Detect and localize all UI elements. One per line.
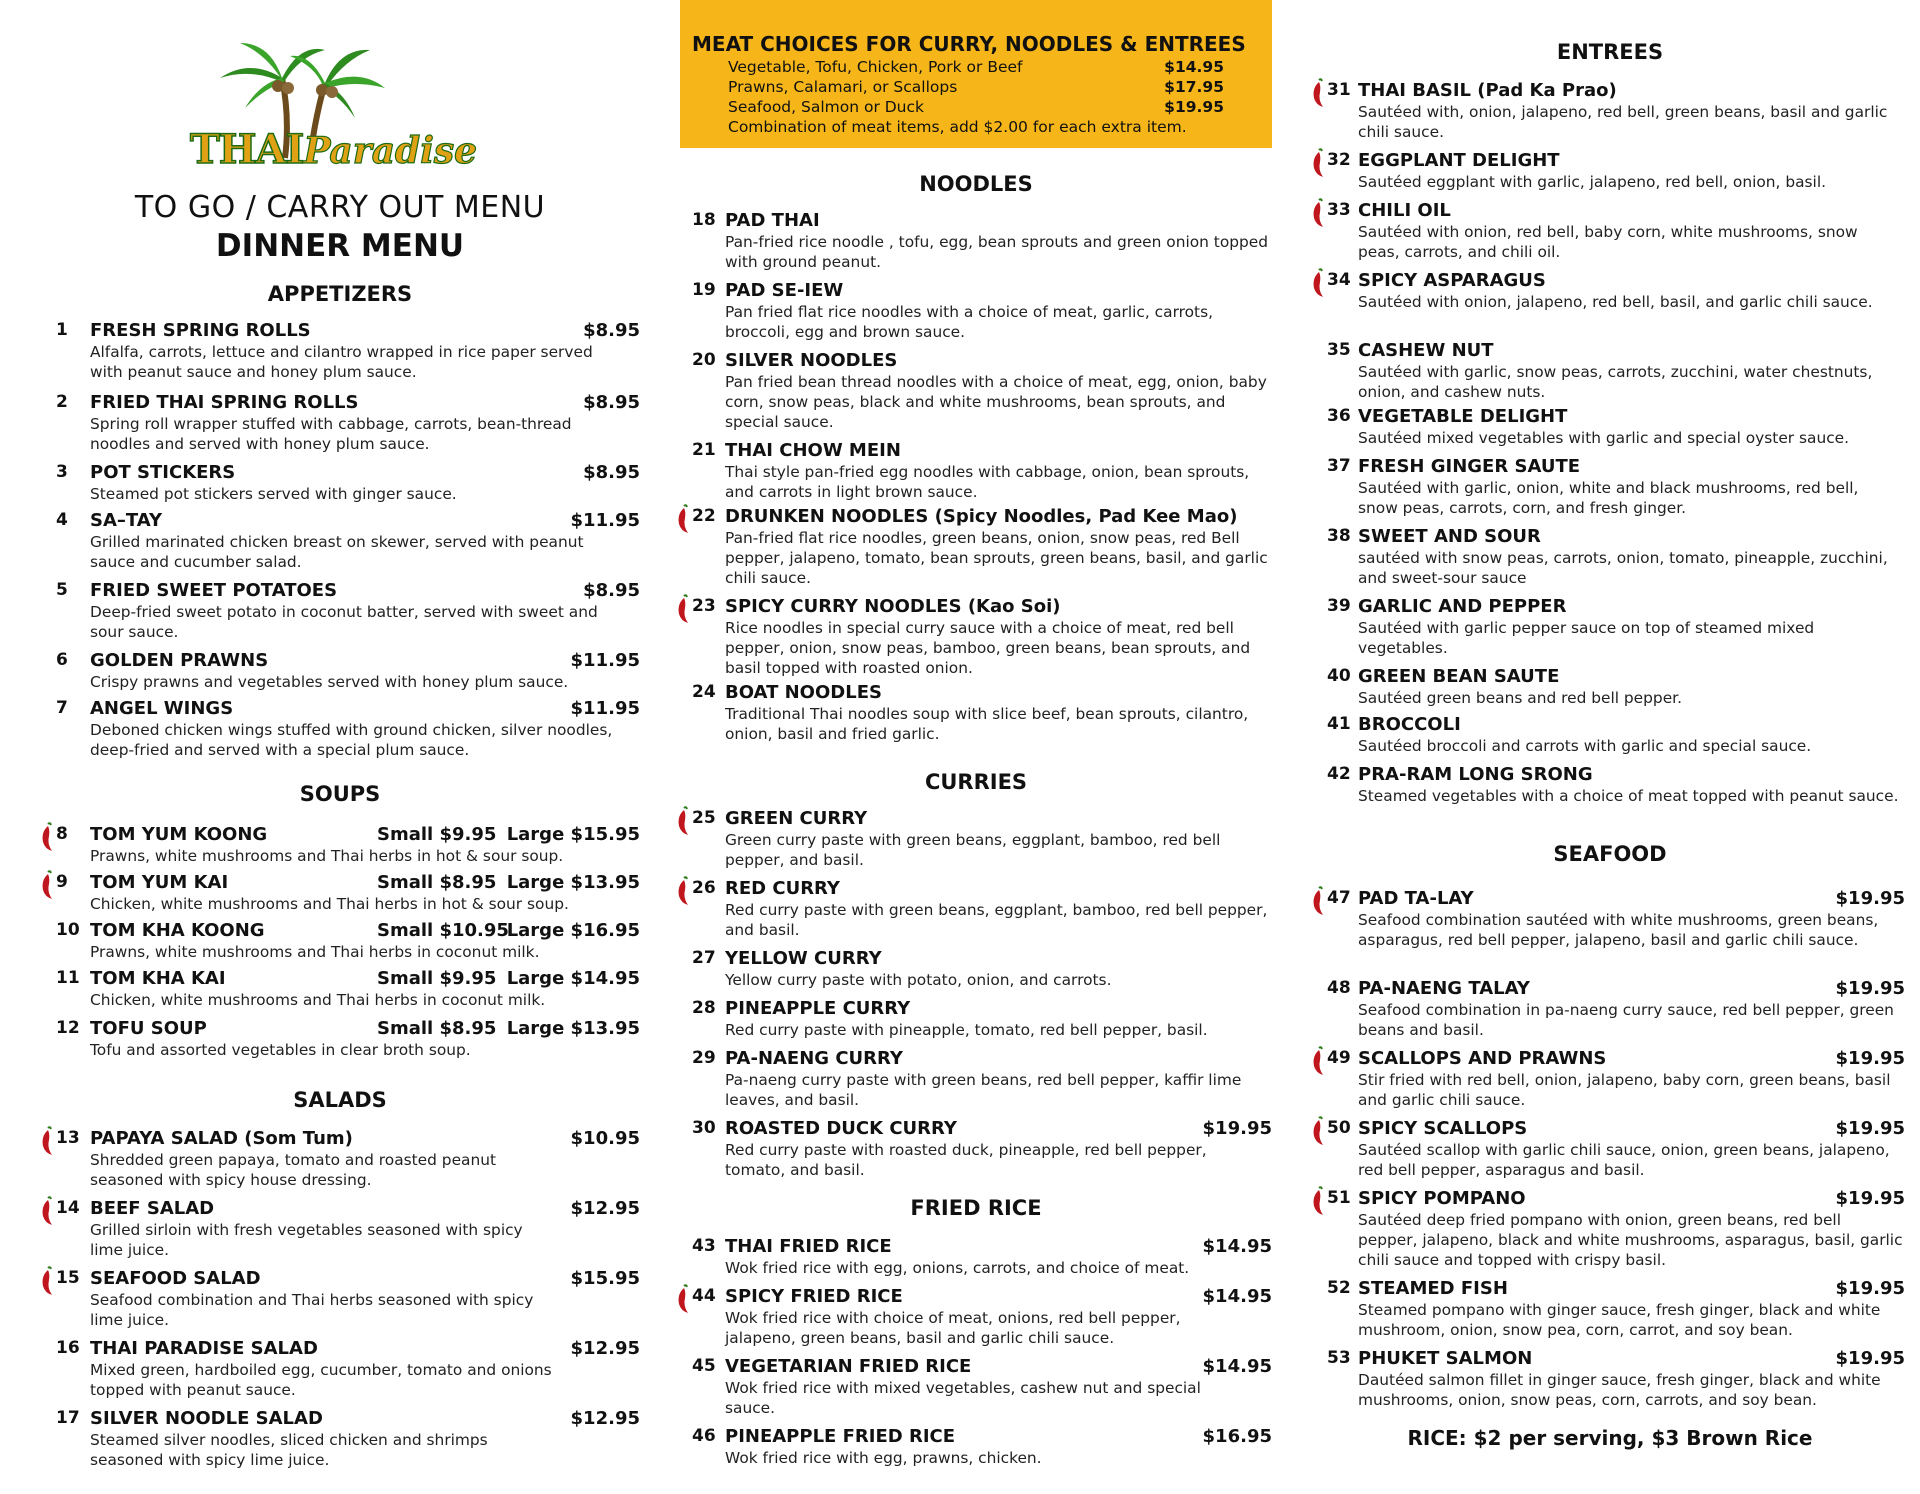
item-price: $19.95 bbox=[1835, 1048, 1905, 1069]
item-description: Deboned chicken wings stuffed with ground chicken, silver noodles, deep-fried and served with a special plum sauce. bbox=[90, 721, 613, 759]
item-name: SILVER NOODLES bbox=[725, 350, 898, 371]
item-description: Dautéed salmon fillet in ginger sauce, fresh ginger, black and white mushrooms, onion, snow peas, corn, carrots, and soy bean. bbox=[1358, 1371, 1881, 1409]
item-name: RED CURRY bbox=[725, 878, 840, 899]
item-description: Pan fried flat rice noodles with a choice of meat, garlic, carrots, broccoli, egg and brown sauce. bbox=[725, 303, 1213, 341]
chili-pepper-icon bbox=[40, 1196, 54, 1226]
item-description: Red curry paste with pineapple, tomato, red bell pepper, basil. bbox=[725, 1021, 1208, 1039]
meat-choice-line bbox=[728, 118, 1224, 136]
item-name: THAI BASIL (Pad Ka Prao) bbox=[1358, 80, 1617, 101]
item-description: Seafood combination and Thai herbs seasoned with spicy lime juice. bbox=[90, 1291, 534, 1329]
item-description: Steamed pompano with ginger sauce, fresh ginger, black and white mushroom, onion, snow pea, corn, carrot, and soy bean. bbox=[1358, 1301, 1881, 1339]
item-name: STEAMED FISH bbox=[1358, 1278, 1508, 1299]
chili-pepper-icon bbox=[1311, 268, 1325, 298]
item-number: 20 bbox=[692, 350, 716, 370]
item-name: VEGETARIAN FRIED RICE bbox=[725, 1356, 972, 1377]
item-number: 48 bbox=[1327, 978, 1351, 998]
item-number: 31 bbox=[1327, 80, 1351, 100]
item-number: 6 bbox=[56, 650, 68, 670]
chili-pepper-icon bbox=[676, 1284, 690, 1314]
chili-pepper-icon bbox=[40, 822, 54, 852]
item-name: GOLDEN PRAWNS bbox=[90, 650, 269, 671]
item-name: SEAFOOD SALAD bbox=[90, 1268, 261, 1289]
item-description: Wok fried rice with mixed vegetables, cashew nut and special sauce. bbox=[725, 1379, 1201, 1417]
item-description: Pan fried bean thread noodles with a choice of meat, egg, onion, baby corn, snow peas, black and white mushrooms, bean sprouts, and special sauce. bbox=[725, 373, 1267, 431]
item-description: Wok fried rice with egg, onions, carrots, and choice of meat. bbox=[725, 1259, 1190, 1277]
item-number: 39 bbox=[1327, 596, 1351, 616]
chili-pepper-icon bbox=[1311, 78, 1325, 108]
item-price: $19.95 bbox=[1835, 1278, 1905, 1299]
item-name: PRA-RAM LONG SRONG bbox=[1358, 764, 1593, 785]
item-number: 14 bbox=[56, 1198, 80, 1218]
chili-pepper-icon bbox=[676, 504, 690, 534]
item-name: BOAT NOODLES bbox=[725, 682, 882, 703]
menu-type: TO GO / CARRY OUT MENU bbox=[134, 190, 546, 225]
chili-pepper-icon bbox=[1311, 148, 1325, 178]
item-name: PHUKET SALMON bbox=[1358, 1348, 1533, 1369]
item-description: Steamed silver noodles, sliced chicken and shrimps seasoned with spicy lime juice. bbox=[90, 1431, 488, 1469]
item-description: Sautéed with garlic, onion, white and black mushrooms, red bell, snow peas, carrots, corn, and fresh ginger. bbox=[1358, 479, 1859, 517]
item-name: GREEN CURRY bbox=[725, 808, 868, 829]
item-description: Pa-naeng curry paste with green beans, red bell pepper, kaffir lime leaves, and basil. bbox=[725, 1071, 1242, 1109]
item-number: 2 bbox=[56, 392, 68, 412]
item-price: $12.95 bbox=[570, 1338, 640, 1359]
meat-choice-text: Seafood, Salmon or Duck bbox=[728, 98, 925, 116]
item-description: Seafood combination in pa-naeng curry sauce, red bell pepper, green beans and basil. bbox=[1358, 1001, 1894, 1039]
item-description: Chicken, white mushrooms and Thai herbs in coconut milk. bbox=[90, 991, 546, 1009]
item-number: 21 bbox=[692, 440, 716, 460]
item-description: Sautéed with garlic pepper sauce on top of steamed mixed vegetables. bbox=[1358, 619, 1815, 657]
item-price: $8.95 bbox=[583, 392, 640, 413]
item-name: TOM YUM KOONG bbox=[90, 824, 268, 845]
item-price: $11.95 bbox=[570, 510, 640, 531]
item-number: 42 bbox=[1327, 764, 1351, 784]
item-description: Pan-fried flat rice noodles, green beans, onion, snow peas, red Bell pepper, jalapeno, tomato, bean sprouts, green beans, basil, and garlic chili sauce. bbox=[725, 529, 1268, 587]
logo-wordmark bbox=[190, 126, 490, 173]
meat-choices-title: MEAT CHOICES FOR CURRY, NOODLES & ENTREES bbox=[692, 32, 1246, 56]
section-title-fried-rice: FRIED RICE bbox=[910, 1196, 1042, 1220]
item-description: Steamed vegetables with a choice of meat topped with peanut sauce. bbox=[1358, 787, 1899, 805]
item-number: 52 bbox=[1327, 1278, 1351, 1298]
item-description: Seafood combination sautéed with white mushrooms, green beans, asparagus, red bell pepper, jalapeno, basil and garlic chili sauce. bbox=[1358, 911, 1879, 949]
section-title-salads: SALADS bbox=[293, 1088, 387, 1112]
item-name: PINEAPPLE CURRY bbox=[725, 998, 911, 1019]
item-number: 38 bbox=[1327, 526, 1351, 546]
item-description: Grilled sirloin with fresh vegetables seasoned with spicy lime juice. bbox=[90, 1221, 523, 1259]
item-price: $8.95 bbox=[583, 320, 640, 341]
item-description: Green curry paste with green beans, eggplant, bamboo, red bell pepper, and basil. bbox=[725, 831, 1221, 869]
item-name: PA-NAENG CURRY bbox=[725, 1048, 903, 1069]
item-description: Mixed green, hardboiled egg, cucumber, tomato and onions topped with peanut sauce. bbox=[90, 1361, 552, 1399]
item-name: FRIED SWEET POTATOES bbox=[90, 580, 338, 601]
item-description: Rice noodles in special curry sauce with a choice of meat, red bell pepper, onion, snow peas, bamboo, green beans, bean sprouts, and basil topped with roasted onion. bbox=[725, 619, 1251, 677]
meat-choice-price: $14.95 bbox=[1164, 58, 1224, 76]
item-number: 23 bbox=[692, 596, 716, 616]
item-number: 53 bbox=[1327, 1348, 1351, 1368]
large-price: Large $13.95 bbox=[506, 1018, 640, 1039]
item-name: BEEF SALAD bbox=[90, 1198, 215, 1219]
small-price: Small $9.95 bbox=[377, 824, 497, 845]
meat-choice-text: Combination of meat items, add $2.00 for each extra item. bbox=[728, 118, 1187, 136]
chili-pepper-icon bbox=[40, 1266, 54, 1296]
item-price: $12.95 bbox=[570, 1408, 640, 1429]
logo-text-paradise: Paradise bbox=[303, 130, 478, 172]
logo-text-thai: THAI bbox=[190, 126, 304, 173]
item-number: 35 bbox=[1327, 340, 1351, 360]
item-description: Stir fried with red bell, onion, jalapeno, baby corn, green beans, basil and garlic chili sauce. bbox=[1358, 1071, 1891, 1109]
item-price: $19.95 bbox=[1835, 1118, 1905, 1139]
item-name: POT STICKERS bbox=[90, 462, 236, 483]
item-description: Sautéed with onion, red bell, baby corn, white mushrooms, snow peas, carrots, and chili oil. bbox=[1358, 223, 1858, 261]
item-number: 40 bbox=[1327, 666, 1351, 686]
item-name: THAI CHOW MEIN bbox=[725, 440, 901, 461]
item-name: PAD THAI bbox=[725, 210, 820, 231]
item-description: Tofu and assorted vegetables in clear broth soup. bbox=[90, 1041, 471, 1059]
chili-pepper-icon bbox=[1311, 1186, 1325, 1216]
section-title-seafood: SEAFOOD bbox=[1553, 842, 1667, 866]
item-price: $11.95 bbox=[570, 650, 640, 671]
item-name: SA–TAY bbox=[90, 510, 163, 531]
section-title-entrees: ENTREES bbox=[1556, 40, 1664, 64]
thai-paradise-logo bbox=[190, 38, 490, 188]
item-description: Sautéed with garlic, snow peas, carrots, zucchini, water chestnuts, onion, and cashew nuts. bbox=[1358, 363, 1873, 401]
item-name: EGGPLANT DELIGHT bbox=[1358, 150, 1560, 171]
item-number: 46 bbox=[692, 1426, 716, 1446]
item-description: Steamed pot stickers served with ginger sauce. bbox=[90, 485, 457, 503]
item-name: CHILI OIL bbox=[1358, 200, 1451, 221]
item-description: Sautéed mixed vegetables with garlic and special oyster sauce. bbox=[1358, 429, 1850, 447]
item-number: 43 bbox=[692, 1236, 716, 1256]
small-price: Small $8.95 bbox=[377, 1018, 497, 1039]
item-number: 12 bbox=[56, 1018, 80, 1038]
rice-note: RICE: $2 per serving, $3 Brown Rice bbox=[1407, 1426, 1813, 1450]
item-description: Crispy prawns and vegetables served with honey plum sauce. bbox=[90, 673, 569, 691]
large-price: Large $13.95 bbox=[506, 872, 640, 893]
item-price: $16.95 bbox=[1202, 1426, 1272, 1447]
item-number: 32 bbox=[1327, 150, 1351, 170]
item-description: Spring roll wrapper stuffed with cabbage, carrots, bean-thread noodles and served with honey plum sauce. bbox=[90, 415, 572, 453]
meat-choices-box bbox=[680, 0, 1272, 148]
meat-choice-line bbox=[728, 58, 1224, 76]
item-name: GARLIC AND PEPPER bbox=[1358, 596, 1567, 617]
item-number: 1 bbox=[56, 320, 68, 340]
item-number: 3 bbox=[56, 462, 68, 482]
item-name: BROCCOLI bbox=[1358, 714, 1461, 735]
large-price: Large $14.95 bbox=[506, 968, 640, 989]
chili-pepper-icon bbox=[1311, 198, 1325, 228]
item-price: $19.95 bbox=[1835, 1188, 1905, 1209]
item-name: SPICY ASPARAGUS bbox=[1358, 270, 1546, 291]
item-number: 50 bbox=[1327, 1118, 1351, 1138]
item-name: FRESH SPRING ROLLS bbox=[90, 320, 311, 341]
item-name: TOFU SOUP bbox=[90, 1018, 207, 1039]
item-number: 47 bbox=[1327, 888, 1351, 908]
item-price: $10.95 bbox=[570, 1128, 640, 1149]
item-number: 15 bbox=[56, 1268, 80, 1288]
item-name: SPICY CURRY NOODLES (Kao Soi) bbox=[725, 596, 1061, 617]
item-number: 36 bbox=[1327, 406, 1351, 426]
chili-pepper-icon bbox=[676, 876, 690, 906]
meat-choice-text: Vegetable, Tofu, Chicken, Pork or Beef bbox=[728, 58, 1023, 76]
chili-pepper-icon bbox=[1311, 1116, 1325, 1146]
item-number: 18 bbox=[692, 210, 716, 230]
item-description: Thai style pan-fried egg noodles with cabbage, onion, bean sprouts, and carrots in light brown sauce. bbox=[725, 463, 1250, 501]
item-number: 26 bbox=[692, 878, 716, 898]
item-number: 34 bbox=[1327, 270, 1351, 290]
item-price: $19.95 bbox=[1835, 978, 1905, 999]
item-price: $8.95 bbox=[583, 580, 640, 601]
item-number: 27 bbox=[692, 948, 716, 968]
item-number: 11 bbox=[56, 968, 80, 988]
item-description: Traditional Thai noodles soup with slice beef, bean sprouts, cilantro, onion, basil and fried garlic. bbox=[725, 705, 1249, 743]
meat-choice-price: $17.95 bbox=[1164, 78, 1224, 96]
chili-pepper-icon bbox=[40, 870, 54, 900]
item-name: THAI FRIED RICE bbox=[725, 1236, 892, 1257]
item-name: FRESH GINGER SAUTE bbox=[1358, 456, 1581, 477]
item-name: PAD TA-LAY bbox=[1358, 888, 1474, 909]
item-price: $8.95 bbox=[583, 462, 640, 483]
item-name: GREEN BEAN SAUTE bbox=[1358, 666, 1560, 687]
chili-pepper-icon bbox=[676, 594, 690, 624]
item-price: $14.95 bbox=[1202, 1236, 1272, 1257]
large-price: Large $16.95 bbox=[506, 920, 640, 941]
item-description: Deep-fried sweet potato in coconut batter, served with sweet and sour sauce. bbox=[90, 603, 598, 641]
meat-choice-line bbox=[728, 78, 1224, 96]
section-title-curries: CURRIES bbox=[924, 770, 1028, 794]
item-description: sautéed with snow peas, carrots, onion, tomato, pineapple, zucchini, and sweet-sour sauce bbox=[1358, 549, 1888, 587]
item-price: $12.95 bbox=[570, 1198, 640, 1219]
item-number: 22 bbox=[692, 506, 716, 526]
item-description: Sautéed green beans and red bell pepper. bbox=[1358, 689, 1682, 707]
item-number: 51 bbox=[1327, 1188, 1351, 1208]
item-name: SWEET AND SOUR bbox=[1358, 526, 1541, 547]
item-description: Pan-fried rice noodle , tofu, egg, bean sprouts and green onion topped with ground peanut. bbox=[725, 233, 1269, 271]
item-description: Sautéed broccoli and carrots with garlic and special sauce. bbox=[1358, 737, 1812, 755]
item-description: Red curry paste with roasted duck, pineapple, red bell pepper, tomato, and basil. bbox=[725, 1141, 1207, 1179]
item-name: PAD SE-IEW bbox=[725, 280, 844, 301]
item-name: SCALLOPS AND PRAWNS bbox=[1358, 1048, 1607, 1069]
item-description: Sautéed with onion, jalapeno, red bell, basil, and garlic chili sauce. bbox=[1358, 293, 1873, 311]
item-name: THAI PARADISE SALAD bbox=[90, 1338, 318, 1359]
item-name: DRUNKEN NOODLES (Spicy Noodles, Pad Kee Mao) bbox=[725, 506, 1238, 527]
item-price: $11.95 bbox=[570, 698, 640, 719]
item-number: 9 bbox=[56, 872, 68, 892]
item-number: 5 bbox=[56, 580, 68, 600]
item-name: ANGEL WINGS bbox=[90, 698, 234, 719]
small-price: Small $9.95 bbox=[377, 968, 497, 989]
section-title-appetizers: APPETIZERS bbox=[267, 282, 413, 306]
item-number: 33 bbox=[1327, 200, 1351, 220]
item-number: 19 bbox=[692, 280, 716, 300]
meat-choice-line bbox=[728, 98, 1224, 116]
item-description: Wok fried rice with egg, prawns, chicken. bbox=[725, 1449, 1042, 1467]
item-number: 29 bbox=[692, 1048, 716, 1068]
item-description: Sautéed deep fried pompano with onion, green beans, red bell pepper, jalapeno, black and white mushrooms, asparagus, basil, garlic chili sauce and topped with crispy basil. bbox=[1358, 1211, 1903, 1269]
item-number: 8 bbox=[56, 824, 68, 844]
small-price: Small $10.95 bbox=[377, 920, 509, 941]
item-price: $14.95 bbox=[1202, 1356, 1272, 1377]
item-number: 13 bbox=[56, 1128, 80, 1148]
section-title-soups: SOUPS bbox=[299, 782, 381, 806]
chili-pepper-icon bbox=[1311, 886, 1325, 916]
item-name: TOM KHA KOONG bbox=[90, 920, 265, 941]
item-number: 49 bbox=[1327, 1048, 1351, 1068]
item-price: $19.95 bbox=[1202, 1118, 1272, 1139]
section-title-noodles: NOODLES bbox=[919, 172, 1033, 196]
item-name: SPICY FRIED RICE bbox=[725, 1286, 903, 1307]
item-name: VEGETABLE DELIGHT bbox=[1358, 406, 1568, 427]
menu-title: DINNER MENU bbox=[215, 228, 465, 264]
item-number: 24 bbox=[692, 682, 716, 702]
item-description: Sautéed scallop with garlic chili sauce, onion, green beans, jalapeno, red bell pepper, asparagus and basil. bbox=[1358, 1141, 1890, 1179]
item-description: Sautéed with, onion, jalapeno, red bell, green beans, basil and garlic chili sauce. bbox=[1358, 103, 1888, 141]
item-description: Red curry paste with green beans, eggplant, bamboo, red bell pepper, and basil. bbox=[725, 901, 1268, 939]
item-number: 44 bbox=[692, 1286, 716, 1306]
item-name: CASHEW NUT bbox=[1358, 340, 1494, 361]
item-description: Sautéed eggplant with garlic, jalapeno, red bell, onion, basil. bbox=[1358, 173, 1826, 191]
item-name: SPICY SCALLOPS bbox=[1358, 1118, 1528, 1139]
large-price: Large $15.95 bbox=[506, 824, 640, 845]
item-name: YELLOW CURRY bbox=[725, 948, 882, 969]
item-description: Prawns, white mushrooms and Thai herbs in coconut milk. bbox=[90, 943, 540, 961]
item-name: SILVER NOODLE SALAD bbox=[90, 1408, 323, 1429]
item-price: $14.95 bbox=[1202, 1286, 1272, 1307]
small-price: Small $8.95 bbox=[377, 872, 497, 893]
item-name: FRIED THAI SPRING ROLLS bbox=[90, 392, 359, 413]
item-price: $19.95 bbox=[1835, 888, 1905, 909]
item-number: 7 bbox=[56, 698, 68, 718]
item-number: 37 bbox=[1327, 456, 1351, 476]
item-number: 28 bbox=[692, 998, 716, 1018]
item-number: 4 bbox=[56, 510, 68, 530]
chili-pepper-icon bbox=[40, 1126, 54, 1156]
item-price: $19.95 bbox=[1835, 1348, 1905, 1369]
item-number: 45 bbox=[692, 1356, 716, 1376]
item-number: 10 bbox=[56, 920, 80, 940]
item-description: Grilled marinated chicken breast on skewer, served with peanut sauce and cucumber salad. bbox=[90, 533, 584, 571]
item-name: PAPAYA SALAD (Som Tum) bbox=[90, 1128, 353, 1149]
item-price: $15.95 bbox=[570, 1268, 640, 1289]
meat-choice-price: $19.95 bbox=[1164, 98, 1224, 116]
item-name: SPICY POMPANO bbox=[1358, 1188, 1526, 1209]
item-number: 16 bbox=[56, 1338, 80, 1358]
item-description: Yellow curry paste with potato, onion, and carrots. bbox=[725, 971, 1112, 989]
item-description: Prawns, white mushrooms and Thai herbs in hot & sour soup. bbox=[90, 847, 564, 865]
item-description: Shredded green papaya, tomato and roasted peanut seasoned with spicy house dressing. bbox=[90, 1151, 497, 1189]
item-number: 30 bbox=[692, 1118, 716, 1138]
item-number: 25 bbox=[692, 808, 716, 828]
item-name: TOM KHA KAI bbox=[90, 968, 226, 989]
item-name: ROASTED DUCK CURRY bbox=[725, 1118, 957, 1139]
item-description: Wok fried rice with choice of meat, onions, red bell pepper, jalapeno, green beans, basil and garlic chili sauce. bbox=[725, 1309, 1181, 1347]
item-description: Chicken, white mushrooms and Thai herbs in hot & sour soup. bbox=[90, 895, 569, 913]
chili-pepper-icon bbox=[1311, 1046, 1325, 1076]
item-name: TOM YUM KAI bbox=[90, 872, 229, 893]
item-description: Alfalfa, carrots, lettuce and cilantro wrapped in rice paper served with peanut sauce and honey plum sauce. bbox=[90, 343, 593, 381]
item-number: 41 bbox=[1327, 714, 1351, 734]
item-number: 17 bbox=[56, 1408, 80, 1428]
chili-pepper-icon bbox=[676, 806, 690, 836]
meat-choice-text: Prawns, Calamari, or Scallops bbox=[728, 78, 958, 96]
item-name: PA-NAENG TALAY bbox=[1358, 978, 1530, 999]
item-name: PINEAPPLE FRIED RICE bbox=[725, 1426, 956, 1447]
